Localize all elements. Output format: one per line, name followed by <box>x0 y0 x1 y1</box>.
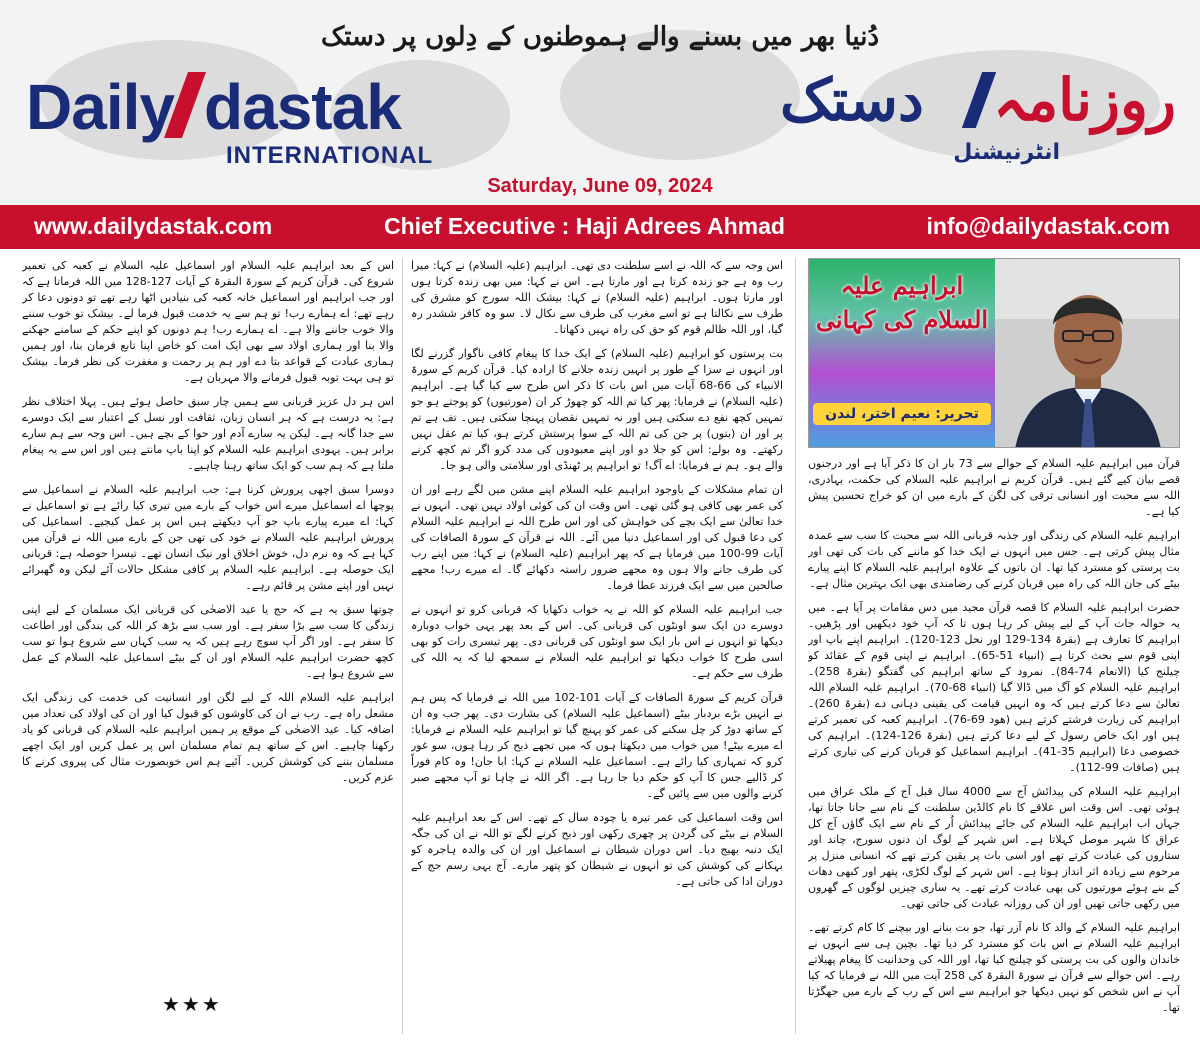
paragraph: چوتھا سبق یہ ہے کہ حج یا عید الاضحٰی کی قربانی ایک مسلمان کے لیے اپنی زندگی کا سب سے بڑا سفر ہے۔ اور سب سے بڑھ کر اللہ کی بندگی اور اطاعت کا سفر ہے۔ اور اگر آپ سوچ رہے ہیں کہ یہ سب کہاں سے شروع ہوا تو سب کچھ حضرت ابراہیم علیہ السلام اور ان کے بیٹے اسماعیل علیہ السلام کے عمل سے شروع ہوا ہے۔ <box>22 603 394 680</box>
paragraph: ابراہیم علیہ السلام کی زندگی اور جذبہ قربانی اللہ سے محبت کا سب سے عمدہ مثال پیش کرتی ہے۔ جس میں انہوں نے ایک خدا کو ماننے کی بات کی تھی اور بت پرستی کو مسترد کیا تھا۔ ان باتوں کے علاوہ ابراہیم علیہ السلام کا اپنے پیارے بیٹے کی جان اللہ کی راہ میں قربان کرنے کی رضامندی بھی ایک بہترین مثال ہے۔ <box>808 529 1180 590</box>
paragraph: قرآن میں ابراہیم علیہ السلام کے حوالے سے 73 بار ان کا ذکر آیا ہے اور درجنوں قصے بیان کیے گئے ہیں۔ قرآن کریم نے ابراہیم علیہ السلام کی حکمت، بہادری، اللہ سے محبت اور انسانی ترقی کی لگن کے بارے میں ان کو خراج تحسین پیش کیا ہے۔ <box>808 457 1180 518</box>
paragraph: جب ابراہیم علیہ السلام کو اللہ نے یہ خواب دکھایا کہ قربانی کرو تو انہوں نے دوسرے دن ایک سو اونٹوں کی قربانی کی۔ اس کے بعد پھر یہی خواب دوبارہ دیکھا تو انہوں نے اس بار ایک سو اونٹوں کی قربانی دی۔ پھر تیسری رات کو بھی اسی طرح کا خواب دیکھا تو ابراہیم علیہ السلام نے سمجھ لیا کہ یہ اللہ کی طرف سے حکم ہے۔ <box>411 603 783 680</box>
daily-dastak-logo[interactable] <box>26 70 434 169</box>
urdu-logo-subtitle: انٹرنیشنل <box>953 140 1060 165</box>
urdu-logo-slash <box>962 72 996 128</box>
chief-executive: Chief Executive : Haji Adrees Ahmad <box>384 213 785 239</box>
logo-word-daily: Daily <box>26 71 174 143</box>
paragraph: ابراہیم علیہ السلام اللہ کے لیے لگن اور انسانیت کی خدمت کی زندگی ایک مشعل راہ ہے۔ رب نے ان کی کاوشوں کو قبول کیا اور ان کی اولاد کی تعداد میں اضافہ کیا۔ عید الاضحٰی کے موقع پر ہمیں ابراہیم علیہ السلام کی قربانی کو یاد رکھنا چاہیے۔ اس کے ساتھ ہم تمام مسلمان اس پر عمل کریں اور ایک اچھے مسلمان بننے کی کوشش کریں۔ آئیے ہم اس خوبصورت مثال کی پیروی کرنے کا عزم کریں۔ <box>22 691 394 784</box>
column-right <box>808 258 1180 1034</box>
article-body <box>22 258 1180 1034</box>
paragraph: ان تمام مشکلات کے باوجود ابراہیم علیہ السلام اپنے مشن میں لگے رہے اور ان کی عمر بھی کافی ہو گئی تھی۔ اس وقت ان کی کوئی اولاد نہیں تھی۔ انہوں نے خدا تعالیٰ سے ایک بچے کی خواہش کی اور اس طرح اللہ نے ابراہیم علیہ السلام کی دعا قبول کی اور اسماعیل دنیا میں آئے۔ اللہ نے قرآن کے سورۃ الصافات کی آیات 99-100 میں فرمایا ہے کہ پھر ابراہیم (علیہ السلام) نے کہا: میں اپنے رب کی طرف جانے والا ہوں وہ مجھے ضرور راستہ دکھائے گا۔ اے میرے رب! مجھے صالحین میں سے ایک فرزند عطا فرما۔ <box>411 483 783 592</box>
urdu-logo-red-word: روزنامہ <box>993 66 1176 134</box>
article-banner <box>808 258 1180 448</box>
paragraph: ابراہیم علیہ السلام کی پیدائش آج سے 4000 سال قبل آج کے ملک عراق میں ہوئی تھی۔ اس وقت اس علاقے کا نام کالڈین سلطنت کے نام سے جانا جاتا تھا، جہاں اب ابراہیم علیہ السلام کی جائے پیدائش اُر کے نام سے ایک گاؤں آج کل عراق کا شہر موصل کہلاتا ہے۔ اس شہر کے لوگ ان دنوں سورج، چاند اور ستاروں کی عبادت کرتے تھے اور اسی بات پر یقین کرتے تھے کہ انسانی منزل پر مرحوم سے زیادہ اثر انداز ہوتا ہے۔ اس شہر کے لوگ لکڑی، پتھر اور کبھی دھات کے بنے ہوئے مورتیوں کی بھی عبادت کرتے تھے۔ یہ ساری چیزیں لوگوں کے گھروں میں رکھی جاتی تھیں اور ان کی روزانہ عبادت کی جاتی تھی۔ <box>808 785 1180 910</box>
website-link[interactable]: www.dailydastak.com <box>34 213 273 239</box>
banner-title: ابراہیم علیہ السلام کی کہانی <box>815 271 989 334</box>
tagline: دُنیا بھر میں بسنے والے ہموطنوں کے دِلوں پر دستک <box>320 22 880 52</box>
logo-word-dastak: dastak <box>204 71 401 143</box>
paragraph: حضرت ابراہیم علیہ السلام کا قصہ قرآن مجید میں دس مقامات پر آیا ہے۔ میں یہ حوالہ جات آپ کے لیے پیش کر رہا ہوں تا کہ آپ خود دیکھیں اور پڑھیں۔ ابراہیم کا تعارف ہے (بقرۃ 134-129 اور نحل 123-120)۔ ابراہیم اپنے باپ اور اپنی قوم سے بحث کرتا ہے (انبیاء 51-65)۔ ابراہیم نے اپنی قوم کے عقائد کو چیلنج کیا (الانعام 74-84)۔ نمرود کے ساتھ ابراہیم کی گفتگو (بقرۃ 258)۔ ابراہیم علیہ السلام کو آگ میں ڈالا گیا (انبیاء 68-70)۔ ابراہیم علیہ السلام اللہ تعالیٰ سے دعا کرتے ہیں کہ وہ انہیں قیامت کی یقینی دہانی دے (بقرۃ 260)۔ ابراہیم کی زیارت فرشتے کرتے ہیں (ھود 69-76)۔ ابراہیم کعبہ کی تعمیر کرتے ہیں اور ایک خاص رسول کے لیے دعا کرتے ہیں (بقرۃ 126-124)۔ ابراہیم کی خصوصی دعا (ابراہیم 35-41)۔ ابراہیم اسماعیل کو قربان کرنے کی تیاری کرتے ہیں (صافات 99-112)۔ <box>808 601 1180 774</box>
urdu-logo[interactable] <box>780 66 1176 176</box>
paragraph: ابراہیم علیہ السلام کے والد کا نام آزر تھا، جو بت بنانے اور بیچنے کا کام کرتے تھے۔ ابراہیم علیہ السلام نے اس بات کو مسترد کر دیا تھا۔ بچپن ہی سے انہوں نے خاندان والوں کی بت پرستی کو چیلنج کیا تھا، اور اللہ کی وحدانیت کا پیغام پھیلاتے رہے۔ اس حوالے سے قرآن نے سورۃ البقرۃ کی 258 آیت میں اللہ نے فرمایا کہ کیا آپ نے اس شخص کو نہیں دیکھا جو ابراہیم سے اس کے رب کے بارے میں جھگڑتا تھا۔ <box>808 921 1180 1014</box>
issue-date: Saturday, June 09, 2024 <box>487 175 713 197</box>
paragraph: اس کے بعد ابراہیم علیہ السلام اور اسماعیل علیہ السلام نے کعبہ کی تعمیر شروع کی۔ قرآن کریم کے سورۃ البقرۃ کے آیات 127-128 میں اللہ فرماتا ہے کہ اور جب ابراہیم اور اسماعیل خانہ کعبہ کی بنیادیں اٹھا رہے تھے تو دونوں دعا کر رہے تھے: اے ہمارے رب! تو ہم سے یہ خدمت قبول فرما لے۔ بیشک تو خوب سننے والا خوب جاننے والا ہے۔ اے ہمارے رب! ہم دونوں کو اپنے حکم کے سامنے جھکنے والا بنا اور ہماری اولاد سے بھی ایک امت کو خاص اپنا تابع فرمان بنا، اور ہمیں ہماری عبادت کے قواعد بتا دے اور ہم پر رحمت و مغفرت کی نظر فرما۔ بیشک تو ہی بہت توبہ قبول فرمانے والا مہربان ہے۔ <box>22 259 394 384</box>
paragraph: بت پرستوں کو ابراہیم (علیہ السلام) کے ایک خدا کا پیغام کافی ناگوار گزرنے لگا اور انہوں نے سزا کے طور پر انہیں زندہ جلانے کا ارادہ کیا۔ قرآن کریم کے سورۃ الانبیاء کی 66-68 آیات میں اس بات کا ذکر اس طرح سے کیا گیا ہے۔ ابراہیم (علیہ السلام) نے فرمایا: پھر کیا تم اللہ کو چھوڑ کر ان (مورتیوں) کو پوجتے ہو جو تمہیں کچھ نفع دے سکتی ہیں اور نہ تمہیں نقصان پہنچا سکتی ہیں۔ تف ہے تم پر اور ان (بتوں) پر جن کی تم اللہ کے سوا پرستش کرتے ہو، کیا تم عقل نہیں رکھتے۔ وہ بولے: اس کو جلا دو اور اپنے معبودوں کی مدد کرو اگر تم کچھ کرنے والے ہو۔ ہم نے فرمایا: اے آگ! تو ابراہیم پر ٹھنڈی اور سلامتی والی ہو جا۔ <box>411 347 783 472</box>
masthead <box>0 0 1200 205</box>
paragraph: اس وجہ سے کہ اللہ نے اسے سلطنت دی تھی۔ ابراہیم (علیہ السلام) نے کہا: میرا رب وہ ہے جو زندہ کرتا ہے اور مارتا ہے۔ اس نے کہا: میں بھی زندہ کرتا ہوں اور مارتا ہوں۔ ابراہیم (علیہ السلام) نے کہا: بیشک اللہ سورج کو مشرق کی طرف سے نکالتا ہے تو اسے مغرب کی طرف سے نکال لا۔ سو وہ کافر ششدر رہ گیا، اور اللہ ظالم قوم کو حق کی راہ نہیں دکھاتا۔ <box>411 259 783 336</box>
urdu-logo-blue-word: دستک <box>780 66 924 134</box>
paragraph: دوسرا سبق اچھی پرورش کرنا ہے: جب ابراہیم علیہ السلام نے اسماعیل سے پوچھا اے اسماعیل میرے اس خواب کے بارے میں تیری کیا رائے ہے تو اسماعیل نے کہا: اے میرے پیارے باپ جو آپ دیکھتے ہیں اس پر عمل کیجیے۔ اسماعیل کی پرورش ابراہیم علیہ السلام نے خود کی تھی جن کے بارے میں اللہ نے قرآن میں کہا ہے کہ وہ نرم دل، خوش اخلاق اور نیک انسان تھے۔ تیسرا حوصلہ ہے: قربانی ایک حوصلہ ہے۔ ابراہیم علیہ السلام پر کافی مشکل حالات آئے لیکن وہ گھبرائے نہیں اور اپنے مشن پر قائم رہے۔ <box>22 483 394 592</box>
info-bar <box>0 205 1200 249</box>
paragraph: اس ہر دل عزیز قربانی سے ہمیں چار سبق حاصل ہوئے ہیں۔ پہلا اختلاف نظر ہے: یہ درست ہے کہ ہر انسان زبان، ثقافت اور نسل کے اعتبار سے ایک دوسرے سے جدا گانہ ہے۔ لیکن یہ سارے آدم اور حوا کے بچے ہیں۔ اس وجہ سے ہم سارے برابر ہیں۔ یہودی ابراہیم علیہ السلام کو اپنا باپ مانتے ہیں اور اس سے یہ پیغام ملتا ہے کہ ہم سب کو ایک ساتھ رہنا چاہیے۔ <box>22 395 394 472</box>
paragraph: قرآن کریم کے سورۃ الصافات کے آیات 101-102 میں اللہ نے فرمایا کہ پس ہم نے انہیں بڑے بردبار بیٹے (اسماعیل علیہ السلام) کی بشارت دی۔ پھر جب وہ ان کے ساتھ دوڑ کر چل سکنے کی عمر کو پہنچ گیا تو ابراہیم علیہ السلام نے فرمایا: اے میرے بیٹے! میں خواب میں دیکھتا ہوں کہ میں تجھے ذبح کر رہا ہوں، سو غور کرو کہ تمہاری کیا رائے ہے۔ اسماعیل علیہ السلام نے کہا: ابا جان! وہ کام فوراً کر ڈالیے جس کا آپ کو حکم دیا جا رہا ہے۔ اگر اللہ نے چاہا تو آپ مجھے صبر کرنے والوں میں سے پائیں گے۔ <box>411 691 783 800</box>
article-text-right <box>808 456 1180 1034</box>
logo-subtitle: INTERNATIONAL <box>226 142 434 169</box>
author-portrait <box>995 259 1180 448</box>
column-divider <box>795 258 796 1034</box>
author-photo-icon <box>995 259 1180 448</box>
email-link[interactable]: info@dailydastak.com <box>926 213 1170 239</box>
column-left <box>22 258 394 1034</box>
article-text-left <box>22 258 394 988</box>
banner-author: تحریر: نعیم اختر، لندن <box>813 403 991 425</box>
column-divider <box>402 258 403 1034</box>
end-mark-stars: ★★★ <box>162 992 222 1016</box>
column-middle <box>411 258 783 1034</box>
article-text-middle <box>411 258 783 988</box>
paragraph: اس وقت اسماعیل کی عمر تیرہ یا چودہ سال کے تھے۔ اس کے بعد ابراہیم علیہ السلام نے بیٹے کی گردن پر چھری رکھی اور ذبح کرنے لگے تو اللہ نے ان کی جگہ ایک دنبہ بھیج دیا۔ اس دوران شیطان نے اسماعیل اور ان کی والدہ ہاجرہ کو بہکانے کی کوشش کی تو انہوں نے شیطان کو پتھر مارے۔ آج یہی رسم حج کے دوران ادا کی جاتی ہے۔ <box>411 811 783 888</box>
